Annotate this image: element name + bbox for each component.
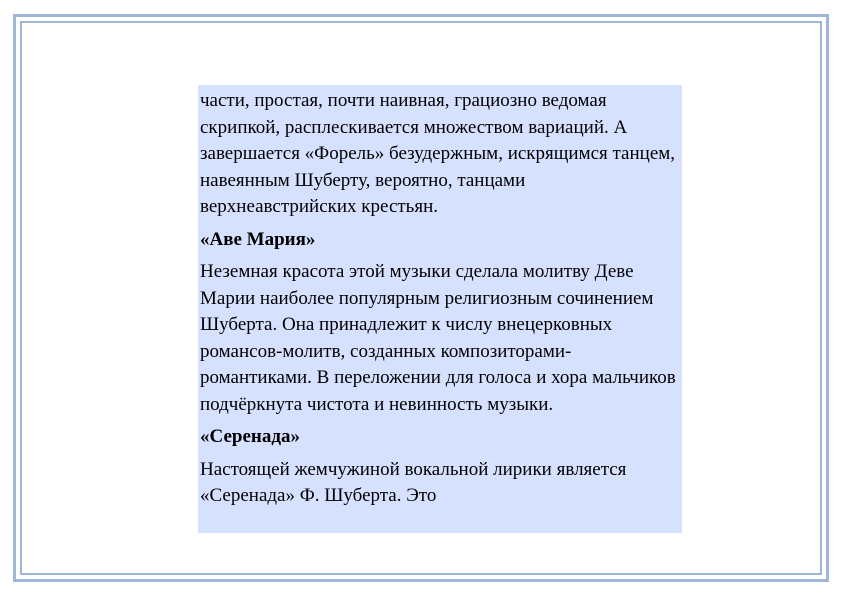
heading-serenade: «Серенада» <box>200 426 300 447</box>
paragraph-forel-ending: части, простая, почти наивная, грациозно ведомая скрипкой, расплескивается множеством вариаций. А завершается «Форель» безудержным, искрящимся танцем, навеянным Шуберту, вероятно, танцами верхнеавстрийских крестьян. <box>200 90 676 217</box>
paragraph-ave-maria: Неземная красота этой музыки сделала молитву Деве Марии наиболее популярным религиозным сочинением Шуберта. Она принадлежит к числу внецерковных романсов-молитв, созданных композиторами-романтиками. В переложении для голоса и хора мальчиков подчёркнута чистота и невинность музыки. <box>200 261 676 415</box>
text-block <box>198 85 682 533</box>
paragraph-serenade: Настоящей жемчужиной вокальной лирики является «Серенада» Ф. Шуберта. Это <box>200 458 627 506</box>
heading-ave-maria: «Аве Мария» <box>200 228 316 250</box>
